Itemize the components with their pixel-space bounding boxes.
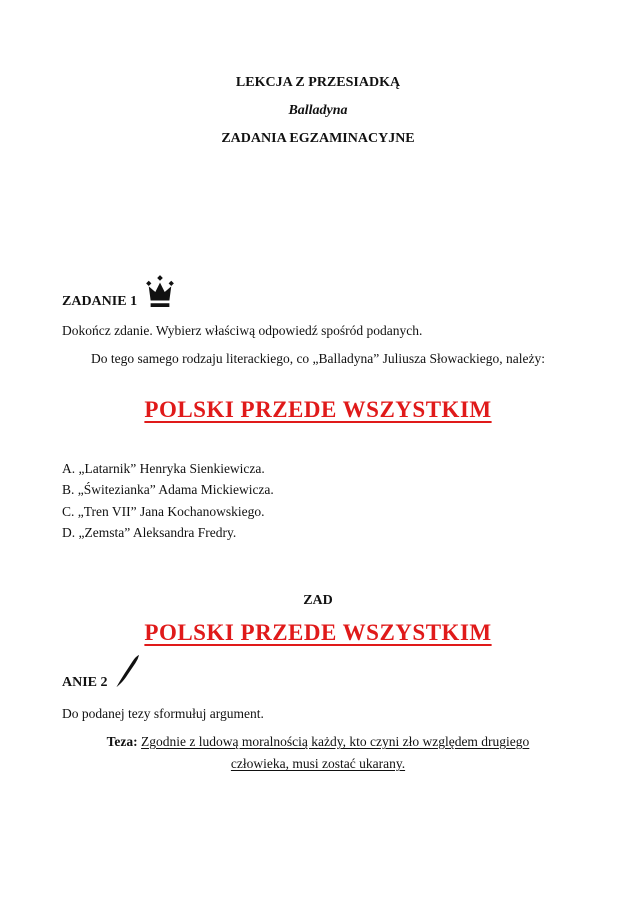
document-header bbox=[0, 69, 636, 153]
task2-label-fragment-top: ZAD bbox=[303, 593, 333, 608]
book-title: Balladyna bbox=[288, 103, 348, 118]
task2-label-fragment-bottom: ANIE 2 bbox=[62, 675, 108, 690]
thesis-text: Zgodnie z ludową moralnością każdy, kto czyni zło względem drugiego człowieka, musi zostać ukarany. bbox=[141, 734, 530, 771]
task1-question: Do tego samego rodzaju literackiego, co „Balladyna” Juliusza Słowackiego, należy: bbox=[91, 351, 545, 366]
thesis-label: Teza: bbox=[106, 734, 138, 749]
option-c: C. „Tren VII” Jana Kochanowskiego. bbox=[62, 503, 265, 519]
task2-instruction: Do podanej tezy sformułuj argument. bbox=[62, 706, 264, 721]
red-banner-2: POLSKI PRZEDE WSZYSTKIM bbox=[144, 620, 492, 645]
option-d: D. „Zemsta” Aleksandra Fredry. bbox=[62, 525, 237, 541]
document-subheading: ZADANIA EGZAMINACYJNE bbox=[221, 131, 415, 146]
task1-instruction: Dokończ zdanie. Wybierz właściwą odpowiedź spośród podanych. bbox=[62, 323, 423, 338]
task2-thesis bbox=[0, 731, 636, 775]
task1-options bbox=[62, 458, 274, 544]
task1-label: ZADANIE 1 bbox=[62, 294, 138, 309]
option-b: B. „Świtezianka” Adama Mickiewicza. bbox=[62, 482, 274, 498]
lesson-title: LEKCJA Z PRZESIADKĄ bbox=[235, 75, 401, 90]
option-a: A. „Latarnik” Henryka Sienkiewicza. bbox=[62, 461, 265, 476]
task1-heading bbox=[62, 274, 175, 310]
crown-icon bbox=[145, 274, 175, 310]
red-banner-1: POLSKI PRZEDE WSZYSTKIM bbox=[144, 397, 492, 422]
pen-stroke-icon bbox=[116, 654, 140, 691]
task2-heading bbox=[62, 655, 140, 691]
